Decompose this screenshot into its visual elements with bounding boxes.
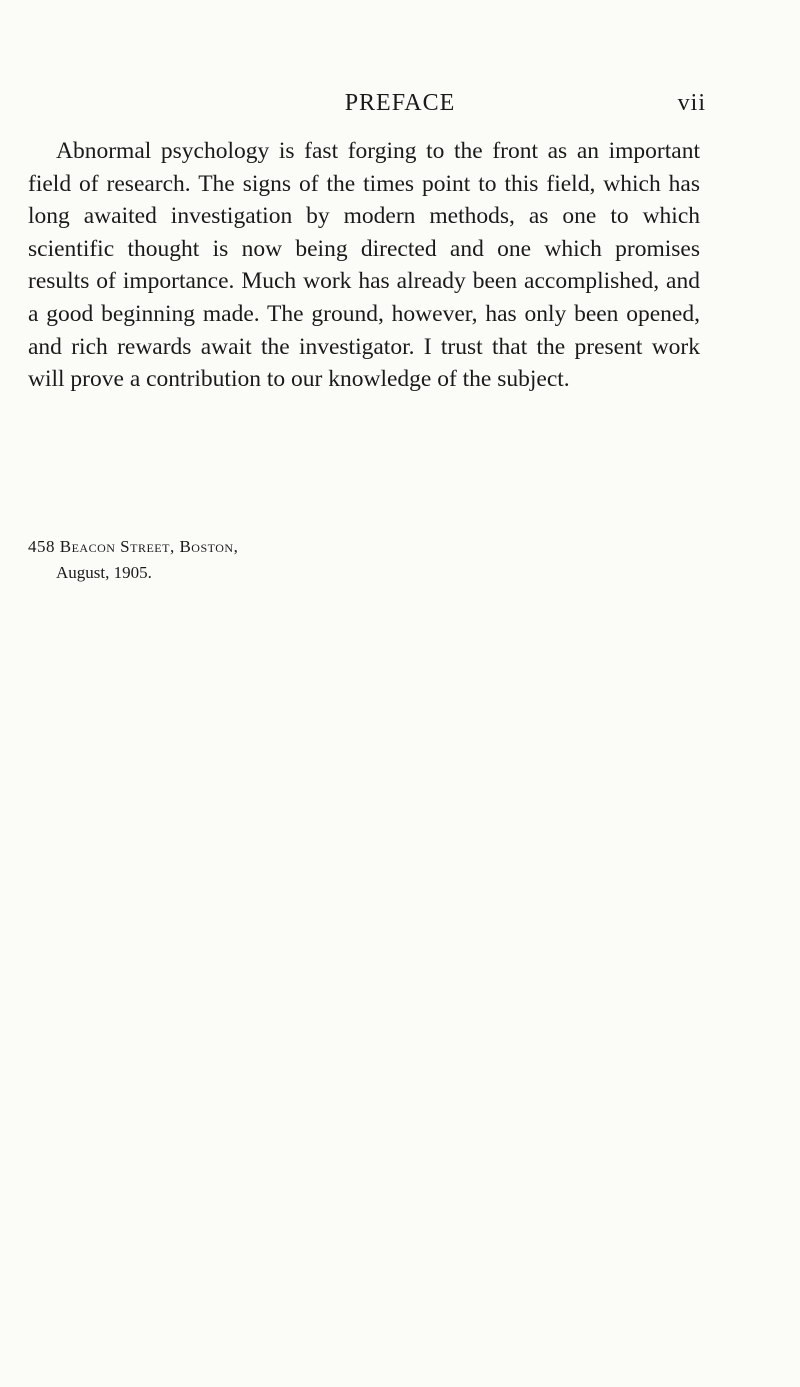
preface-paragraph: Abnormal psychology is fast forging to the front as an important field of research. The signs of the times point to this field, which has long awaited investigation by modern methods, as one to which scientific thought is now being directed and one which promises results of importance. Much work has already been accomplished, and a good beginning made. The ground, however, has only been opened, and rich rewards await the investigator. I trust that the present work will prove a contribution to our knowledge of the subject. [28,138,700,393]
signature-block [28,534,238,586]
signature-date: August, 1905. [56,563,152,582]
signature-address: 458 Beacon Street, Boston, [28,537,239,556]
running-head [0,88,800,118]
page-number: vii [677,90,706,116]
running-title: PREFACE [344,90,456,116]
